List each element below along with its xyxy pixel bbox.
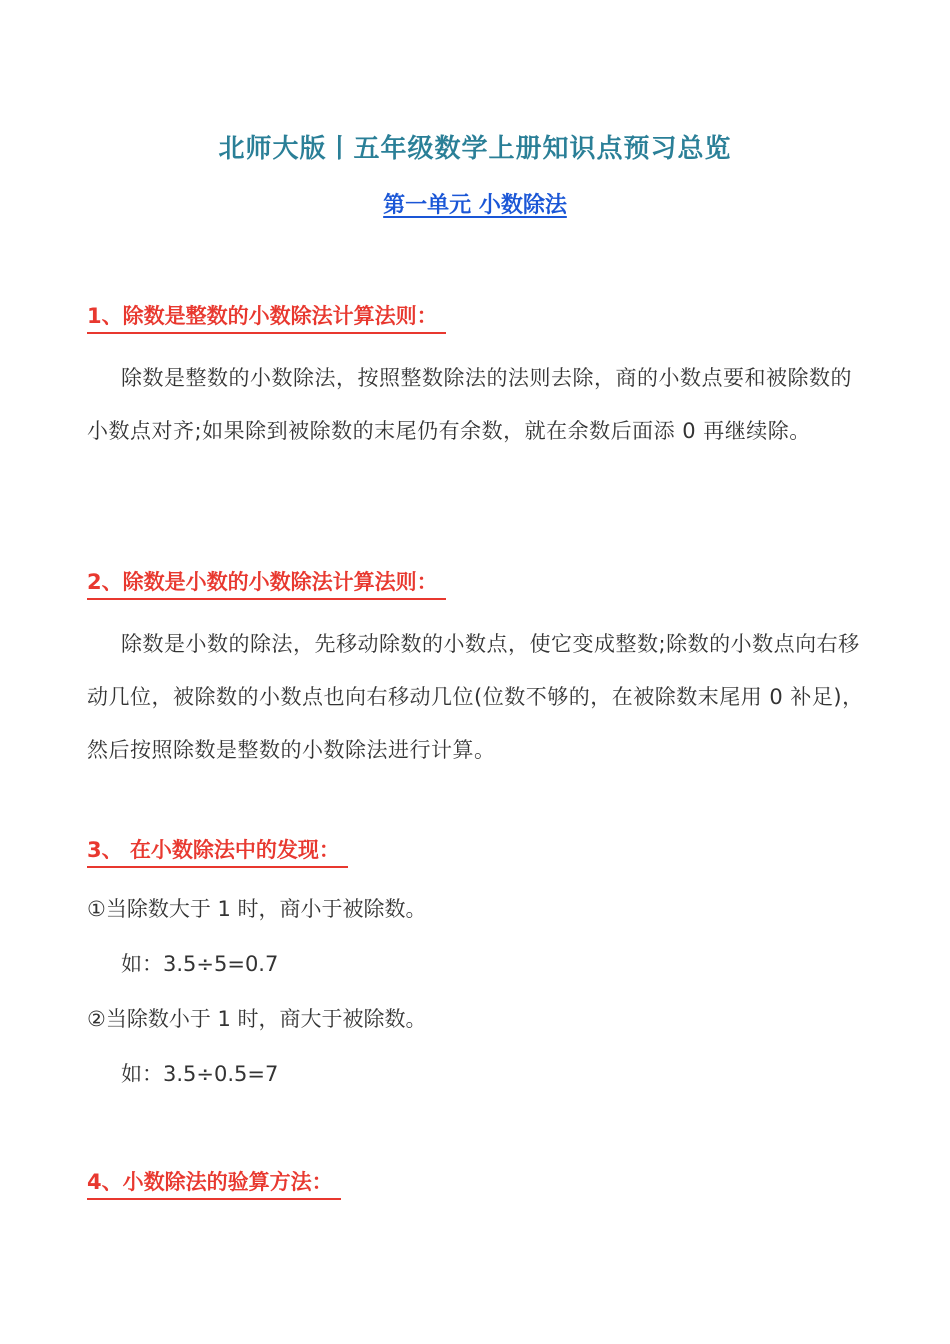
- finding-2: ②当除数小于 1 时，商大于被除数。: [87, 1007, 427, 1031]
- unit-title-link[interactable]: 第一单元 小数除法: [383, 193, 567, 218]
- section-2: [87, 566, 867, 777]
- section-1: [87, 300, 867, 458]
- section-4-heading: 4、小数除法的验算方法：: [87, 1166, 341, 1200]
- unit-title[interactable]: [0, 188, 950, 219]
- document-title: 北师大版丨五年级数学上册知识点预习总览: [218, 134, 732, 164]
- section-1-paragraph: 除数是整数的小数除法，按照整数除法的法则去除，商的小数点要和被除数的小数点对齐;如果除到被除数的末尾仍有余数，就在余数后面添 0 再继续除。: [87, 366, 852, 443]
- section-3-body: [87, 882, 867, 1102]
- section-1-heading: 1、除数是整数的小数除法计算法则：: [87, 300, 446, 334]
- section-3: [87, 834, 867, 1102]
- section-2-heading: 2、除数是小数的小数除法计算法则：: [87, 566, 446, 600]
- section-3-heading: 3、 在小数除法中的发现：: [87, 834, 348, 868]
- section-4: [87, 1166, 867, 1200]
- example-2: 如：3.5÷0.5=7: [121, 1062, 279, 1086]
- section-2-paragraph: 除数是小数的除法，先移动除数的小数点，使它变成整数;除数的小数点向右移动几位，被除数的小数点也向右移动几位(位数不够的，在被除数末尾用 0 补足)，然后按照除数是整数的小数除法进行计算。: [87, 632, 864, 762]
- example-1: 如：3.5÷5=0.7: [121, 952, 279, 976]
- finding-1: ①当除数大于 1 时，商小于被除数。: [87, 897, 427, 921]
